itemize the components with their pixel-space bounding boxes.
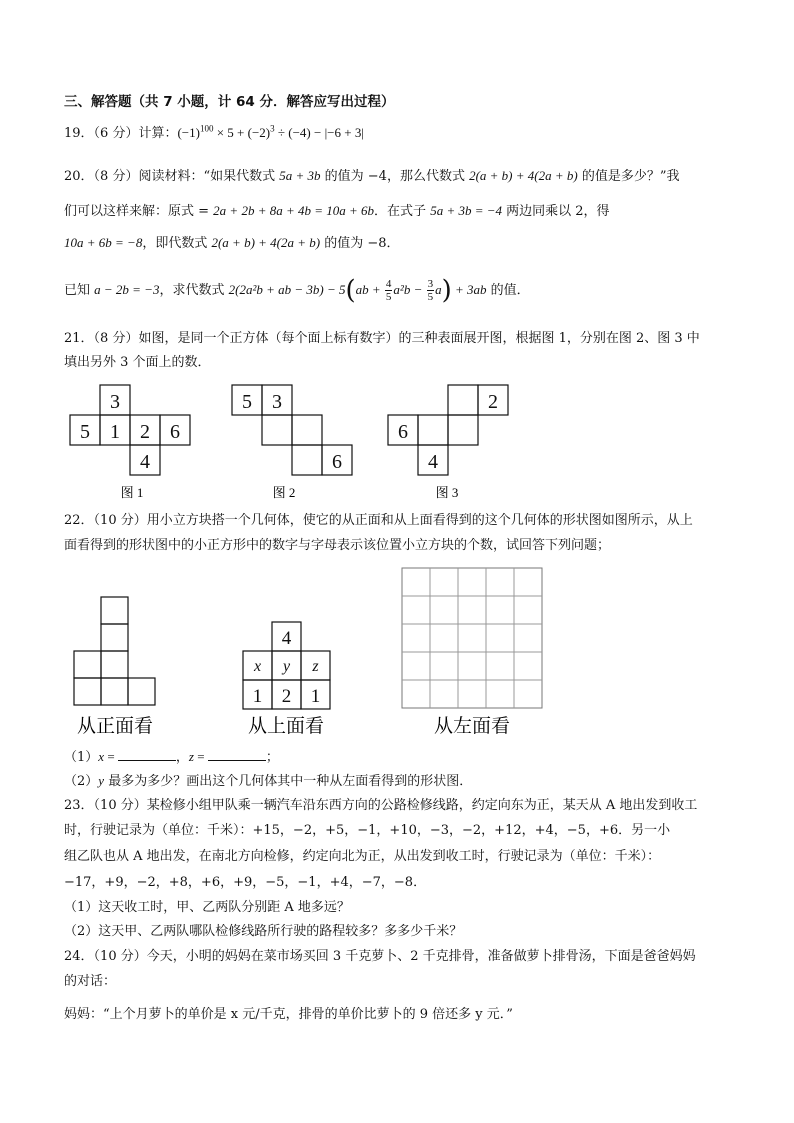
q20-fraction-4-5 xyxy=(385,278,393,303)
q19-expr-c: ÷ (−4) − |−6 + 3| xyxy=(274,125,364,140)
q21-fig2-caption: 图 2 xyxy=(272,485,296,500)
q23-line4: −17，+9，−2，+8，+6，+9，−5，−1，+4，−7，−8． xyxy=(64,875,427,890)
q20-expr-target: 2(a + b) + 4(2a + b) xyxy=(469,168,578,183)
q22-front-view xyxy=(74,597,155,705)
q20-expr-part1: 2(2a²b + ab − 3b) − 5 xyxy=(228,282,346,297)
q20-line2 xyxy=(64,200,610,219)
q22-line2: 面看得到的形状图中的小正方形中的数字与字母表示该位置小立方块的个数，试回答下列问题； xyxy=(64,538,611,553)
q22-top-cell: 1 xyxy=(310,686,321,707)
q22-var-x: x xyxy=(98,749,105,764)
q19-expr-b: × 5 + (−2) xyxy=(213,125,271,140)
q21-fig1-cell: 4 xyxy=(140,451,150,473)
q22-sub1 xyxy=(64,746,279,765)
q20-text-a: 20．（8 分）阅读材料：“如果代数式 xyxy=(64,169,280,184)
q20-expr-a2b: a²b − xyxy=(393,282,426,297)
q20-expr-a: a xyxy=(435,282,442,297)
q21-fig1-cell: 2 xyxy=(140,421,150,443)
q22-figures xyxy=(0,560,794,745)
q23-line1: 23．（10 分）某检修小组甲队乘一辆汽车沿东西方向的公路检修线路，约定向东为正，某天从 A 地出发到收工 xyxy=(64,798,698,813)
q23-sub1: （1）这天收工时，甲、乙两队分别距 A 地多远？ xyxy=(64,900,350,915)
q20-paren-right: ) xyxy=(441,275,452,306)
q19-exp-3: 3 xyxy=(270,123,275,134)
q20-frac1-den: 5 xyxy=(385,291,392,303)
q23-line3: 组乙队也从 A 地出发，在南北方向检修，约定向北为正，从出发到收工时，行驶记录为（单位：千米）： xyxy=(64,849,661,864)
q24-line3: 妈妈：“上个月萝卜的单价是 x 元/千克，排骨的单价比萝卜的 9 倍还多 y 元．” xyxy=(64,1007,513,1022)
q22-eq-z: = xyxy=(193,749,208,764)
q20-text-e: 的值是多少？”我 xyxy=(577,169,680,184)
q20-text-l2a: 们可以这样来解：原式 = xyxy=(64,204,214,219)
q22-top-cell: 4 xyxy=(281,628,292,649)
q21-fig2-cell: 3 xyxy=(272,391,282,413)
q20-frac1-num: 4 xyxy=(385,278,392,290)
q19-exp-100: 100 xyxy=(199,123,214,134)
q20-text-find: ，求代数式 xyxy=(159,283,229,298)
q20-line4 xyxy=(64,275,530,306)
q22-top-cell: y xyxy=(282,658,291,675)
q20-text-l2c: ．在式子 xyxy=(374,204,431,219)
q20-line3 xyxy=(64,232,400,251)
q19-expr-a: (−1) xyxy=(177,125,200,140)
q22-blank-x[interactable] xyxy=(118,748,176,761)
q21-fig1-caption: 图 1 xyxy=(120,485,144,500)
q22-sub2-text: 最多为多少？画出这个几何体其中一种从左面看得到的形状图． xyxy=(104,774,473,789)
q22-sub1-num: （1） xyxy=(64,750,99,765)
q22-top-cell: x xyxy=(253,658,262,675)
q20-expr-5a3b: 5a + 3b xyxy=(279,168,321,183)
q20-text-value: 的值． xyxy=(486,283,530,298)
q21-fig1-cell: 1 xyxy=(110,421,120,443)
q21-fig3-cell: 4 xyxy=(428,451,438,473)
q20-expr-ab: ab + xyxy=(355,282,384,297)
q22-top-cell: 2 xyxy=(281,686,292,707)
q21-fig3-caption: 图 3 xyxy=(435,485,459,500)
q20-expr-result: 10a + 6b = −8 xyxy=(64,235,143,250)
q20-text-l2e: 两边同乘以 2，得 xyxy=(502,204,610,219)
q20-text-l3b: ，即代数式 xyxy=(142,236,212,251)
q22-top-cell: 1 xyxy=(252,686,263,707)
q20-paren-left: ( xyxy=(345,275,356,306)
q22-eq-x: = xyxy=(104,749,118,764)
q22-top-label: 从上面看 xyxy=(247,715,325,737)
q20-text-c: 的值为 −4，那么代数式 xyxy=(320,169,470,184)
q21-line1: 21．（8 分）如图，是同一个正方体（每个面上标有数字）的三种表面展开图，根据图 1，分别在图 2、图 3 中 xyxy=(64,331,700,346)
q20-expr-expand: 2a + 2b + 8a + 4b = 10a + 6b xyxy=(213,203,375,218)
q21-fig1-cell: 6 xyxy=(170,421,180,443)
q21-fig3-cell: 2 xyxy=(488,391,498,413)
q21-line2: 填出另外 3 个面上的数． xyxy=(64,355,211,370)
q19-number: 19． xyxy=(64,126,94,141)
section-title: 三、解答题（共 7 小题，计 64 分．解答应写出过程） xyxy=(64,94,395,110)
q20-text-l3d: 的值为 −8． xyxy=(320,236,400,251)
q23-sub2: （2）这天甲、乙两队哪队检修线路所行驶的路程较多？多多少千米？ xyxy=(64,924,463,939)
q22-semicolon: ； xyxy=(265,750,279,765)
q22-sub2-num: （2） xyxy=(64,774,99,789)
q21-fig2-cell: 5 xyxy=(242,391,252,413)
q20-text-given: 已知 xyxy=(64,283,95,298)
q22-left-label: 从左面看 xyxy=(433,715,511,737)
q22-var-z: z xyxy=(188,749,194,764)
q20-frac2-num: 3 xyxy=(427,278,434,290)
q22-left-grid xyxy=(402,568,542,708)
q20-expr-target-2: 2(a + b) + 4(2a + b) xyxy=(211,235,321,250)
q22-blank-z[interactable] xyxy=(208,748,266,761)
q24-line2: 的对话： xyxy=(64,974,117,989)
q20-line1 xyxy=(64,165,680,184)
q20-expr-eq: 5a + 3b = −4 xyxy=(430,203,503,218)
q22-line1: 22．（10 分）用小立方块搭一个几何体，使它的从正面和从上面看得到的这个几何体的形状图如图所示，从上 xyxy=(64,513,693,528)
q20-frac2-den: 5 xyxy=(427,291,434,303)
q22-front-label: 从正面看 xyxy=(76,715,154,737)
q23-line2: 时，行驶记录为（单位：千米）：+15，−2，+5，−1，+10，−3，−2，+12，+4，−5，+6．另一小 xyxy=(64,823,671,838)
question-19 xyxy=(64,122,364,141)
q21-fig1-cell: 5 xyxy=(80,421,90,443)
q20-fraction-3-5 xyxy=(427,278,435,303)
q24-line1: 24．（10 分）今天，小明的妈妈在菜市场买回 3 千克萝卜、2 千克排骨，准备做萝卜排骨汤，下面是爸爸妈妈 xyxy=(64,949,696,964)
q21-fig3-cell: 6 xyxy=(398,421,408,443)
q20-expr-given: a − 2b = −3 xyxy=(94,282,160,297)
q22-var-y: y xyxy=(98,773,105,788)
q19-points: （6 分）计算： xyxy=(93,126,178,141)
q21-fig2-cell: 6 xyxy=(332,451,342,473)
q21-fig1-cell: 3 xyxy=(110,391,120,413)
q22-sub2 xyxy=(64,770,472,789)
q20-expr-3ab: + 3ab xyxy=(451,282,487,297)
q22-comma: ， xyxy=(175,750,189,765)
q21-figures xyxy=(0,380,794,500)
q22-top-cell: z xyxy=(312,658,319,675)
